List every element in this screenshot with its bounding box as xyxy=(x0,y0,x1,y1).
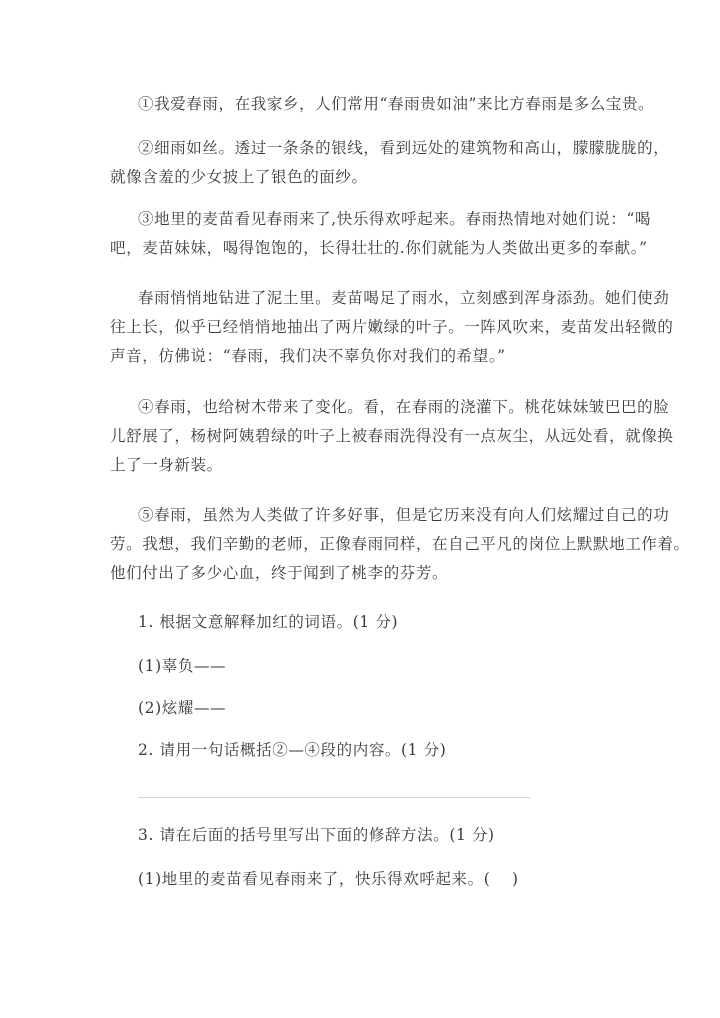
paragraph-6-line-2: 劳。我想，我们辛勤的老师，正像春雨同样，在自己平凡的岗位上默默地工作着。 xyxy=(110,535,690,553)
question-2-answer-line xyxy=(138,797,530,798)
question-3-item-1: (1)地里的麦苗看见春雨来了，快乐得欢呼起来。( ) xyxy=(138,870,519,888)
paragraph-2-line-2: 就像含羞的少女披上了银色的面纱。 xyxy=(110,168,368,186)
question-1-prompt: 1. 根据文意解释加红的词语。(1 分) xyxy=(138,613,399,631)
question-3-prompt: 3. 请在后面的括号里写出下面的修辞方法。(1 分) xyxy=(138,826,495,844)
paragraph-6-line-3: 他们付出了多少心血，终于闻到了桃李的芬芳。 xyxy=(110,564,449,582)
paragraph-4-line-2: 往上长，似乎已经悄悄地抽出了两片嫩绿的叶子。一阵风吹来，麦苗发出轻微的 xyxy=(110,318,674,336)
paragraph-4-line-3: 声音，仿佛说：“春雨，我们决不辜负你对我们的希望。” xyxy=(110,347,506,365)
paragraph-5-line-1: ④春雨，也给树木带来了变化。看，在春雨的浇灌下。桃花妹妹皱巴巴的脸 xyxy=(138,398,670,416)
question-1-item-1: (1)辜负—— xyxy=(138,657,227,675)
paragraph-3-line-1: ③地里的麦苗看见春雨来了,快乐得欢呼起来。春雨热情地对她们说：“喝 xyxy=(138,210,652,228)
paragraph-4-line-1: 春雨悄悄地钻进了泥土里。麦苗喝足了雨水，立刻感到浑身添劲。她们使劲 xyxy=(138,289,670,307)
paragraph-6-line-1: ⑤春雨，虽然为人类做了许多好事，但是它历来没有向人们炫耀过自己的功 xyxy=(138,506,670,524)
question-2-prompt: 2. 请用一句话概括②—④段的内容。(1 分) xyxy=(138,741,447,759)
paragraph-3-line-2: 吧，麦苗妹妹，喝得饱饱的，长得壮壮的.你们就能为人类做出更多的奉献。” xyxy=(110,239,648,257)
paragraph-5-line-2: 儿舒展了，杨树阿姨碧绿的叶子上被春雨洗得没有一点灰尘，从远处看，就像换 xyxy=(110,427,674,445)
paragraph-1-line-1: ①我爱春雨，在我家乡，人们常用“春雨贵如油”来比方春雨是多么宝贵。 xyxy=(138,95,655,113)
question-1-item-2: (2)炫耀—— xyxy=(138,699,227,717)
paragraph-5-line-3: 上了一身新装。 xyxy=(110,456,223,474)
paragraph-2-line-1: ②细雨如丝。透过一条条的银线，看到远处的建筑物和高山，朦朦胧胧的， xyxy=(138,139,670,157)
